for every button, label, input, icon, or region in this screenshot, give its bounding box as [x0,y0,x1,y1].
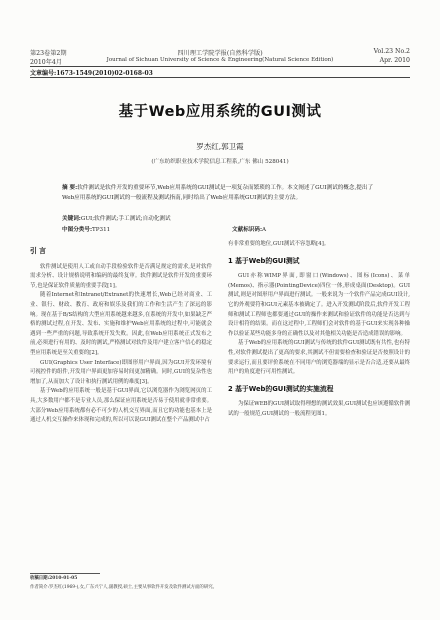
date-en: Apr. 2010 [379,57,410,64]
paper-title: 基于Web应用系统的GUI测试 [118,104,322,120]
classification-value: TP311 [92,227,111,233]
section-heading-intro: 引 言 [30,247,46,255]
keywords [62,214,171,222]
paragraph: 随着Internet和Intranet/Extranet的快速增长,Web已经对商业、工业、银行、财政、教育、政府和娱乐及我们的工作和生活产生了深远的影响。现在基于B/S结构的大型应用系统越来越多,在系统的开发中,如果缺乏严格的测试过程,在开发、发布、实施和维护Web应用系统的过程中,可能就会遇到一些严重的问题,导致系统开发失败。因此,在Web应用系统正式发布之前,必须进行有用的、及时的测试,严格测试对软件及用户建立客户信心的稳定型应用系统是至关重要的[2]。 [30,292,212,356]
journal-name-en: Journal of Sichuan University of Science & Engineering(Natural Science Edition) [106,57,334,63]
journal-name-cn: 四川理工学院学报(自然科学版) [177,50,263,57]
header-rule-2 [30,77,410,78]
volume-issue-en: Vol.23 No.2 [373,48,410,55]
doc-code-label: 文献标识码: [232,227,263,233]
keywords-label: 关键词: [62,216,81,222]
section-heading-2: 2 基于Web的GUI测试的实施流程 [228,384,334,393]
right-column [228,240,410,420]
article-number: 文章编号:1673-1549(2010)02-0168-03 [30,70,153,77]
classification-number [62,225,110,233]
document-code [232,225,266,233]
author-bio: 作者简介:罗杰红(1969-),女,广东兴宁人,副教授,硕士,主要从事软件开发及软件测试方面的研究。 [30,584,217,590]
date-cn: 2010年4月 [30,59,63,66]
paragraph: 为保证WEB的GUI测试取得理想的测试效果,GUI测试也应该遵循软件测试的一般规范,GUI测试的一般流程见图1。 [228,401,410,417]
volume-issue-cn: 第23卷第2期 [30,50,67,57]
paragraph: GUI亦称WIMP界面,即窗口(Windows)、图标(Icons)、菜单(Memos)、指示器(PointingDevice)四位一体,形成桌面(Desktop)。GUI测试,则是对图形用户界面进行测试。一般来说为一个软件产品完成GUI设计,它的外观要符和GUI元素基本被确定了。进入开发测试阶段后,软件开发工程师和测试工程师也都要通过GUI的操作来测试和验证软件的功能是否达到与设计相符的结果。而在这过程中,工程师们会对软件的基于GUI来实现各种操作以验证某些功能多身的正确性以及对其他相关功能是否造成错误的影响。 [228,273,410,337]
footnote-rule [30,573,100,574]
received-date: 收稿日期:2010-01-05 [30,576,78,581]
doc-code-value: A [262,227,267,233]
section-heading-1: 1 基于Web的GUI测试 [228,256,300,265]
classification-label: 中图分类号: [62,227,93,233]
abstract [62,183,380,203]
header-rule [30,66,410,67]
paragraph: 软件测试是使用人工或自动手段检验软件是否满足规定的需求,是对软件需求分析、设计规格说明和编码的最终复审。软件测试是软件开发的重要环节,也是保证软件质量的重要手段[1]。 [30,263,212,289]
abstract-text: 软件测试是软件开发的重要环节,Web应用系统的GUI测试是一项复杂而繁琐的工作。本文阐述了GUI测试的概念,提出了Web应用系统的GUI测试的一般流程及测试指南,同时给出了Web应用系统GUI测试的主要方法。 [62,185,374,201]
affiliation: (广东纺织职业技术学院信息工程系,广东 佛山 528041) [151,159,289,165]
keywords-text: GUI;软件测试;手工测试;自动化测试 [80,216,171,222]
paragraph: 基于Web的应用系统的GUI测试与传统的软件GUI测试既有共性,也有特性,对软件测试提出了更高的要求,其测试不但需要检查和验证是否按照设计的要求运行,而且要评价系统在不同用户的浏览器端的显示是否合适,还要从最终用户的角度进行可用性测试。 [228,340,410,376]
abstract-label: 摘 要: [62,185,78,191]
paragraph: 基于Web的应用系统一般是基于GUI界面,它以浏览器作为浏览网页的工具,大多数用户都不是专业人员,那么保证应用系统是否易于使用就非常重要。大部分Web应用系统都有必不可少的人机交互界面,而且它的功能也基本上是通过人机交互操作来体现和完成的,所以可以说GUI测试在整个产品测试中占 [30,388,212,424]
paragraph: GUI(Graphics User Interface)即图形用户界面,因为GUI开发环境有可视控件的组件,开发用户界面更加容易时间更加精确。同时,GUI的复杂性也增加了,从而加大了设计和执行测试用例的难度[3]。 [30,359,212,385]
footnote [30,575,220,592]
left-column [30,240,212,426]
paragraph-continued: 有非常重要的地位,GUI测试不容忽略[4]。 [228,241,330,247]
authors: 罗杰红,郭卫霞 [196,142,244,151]
